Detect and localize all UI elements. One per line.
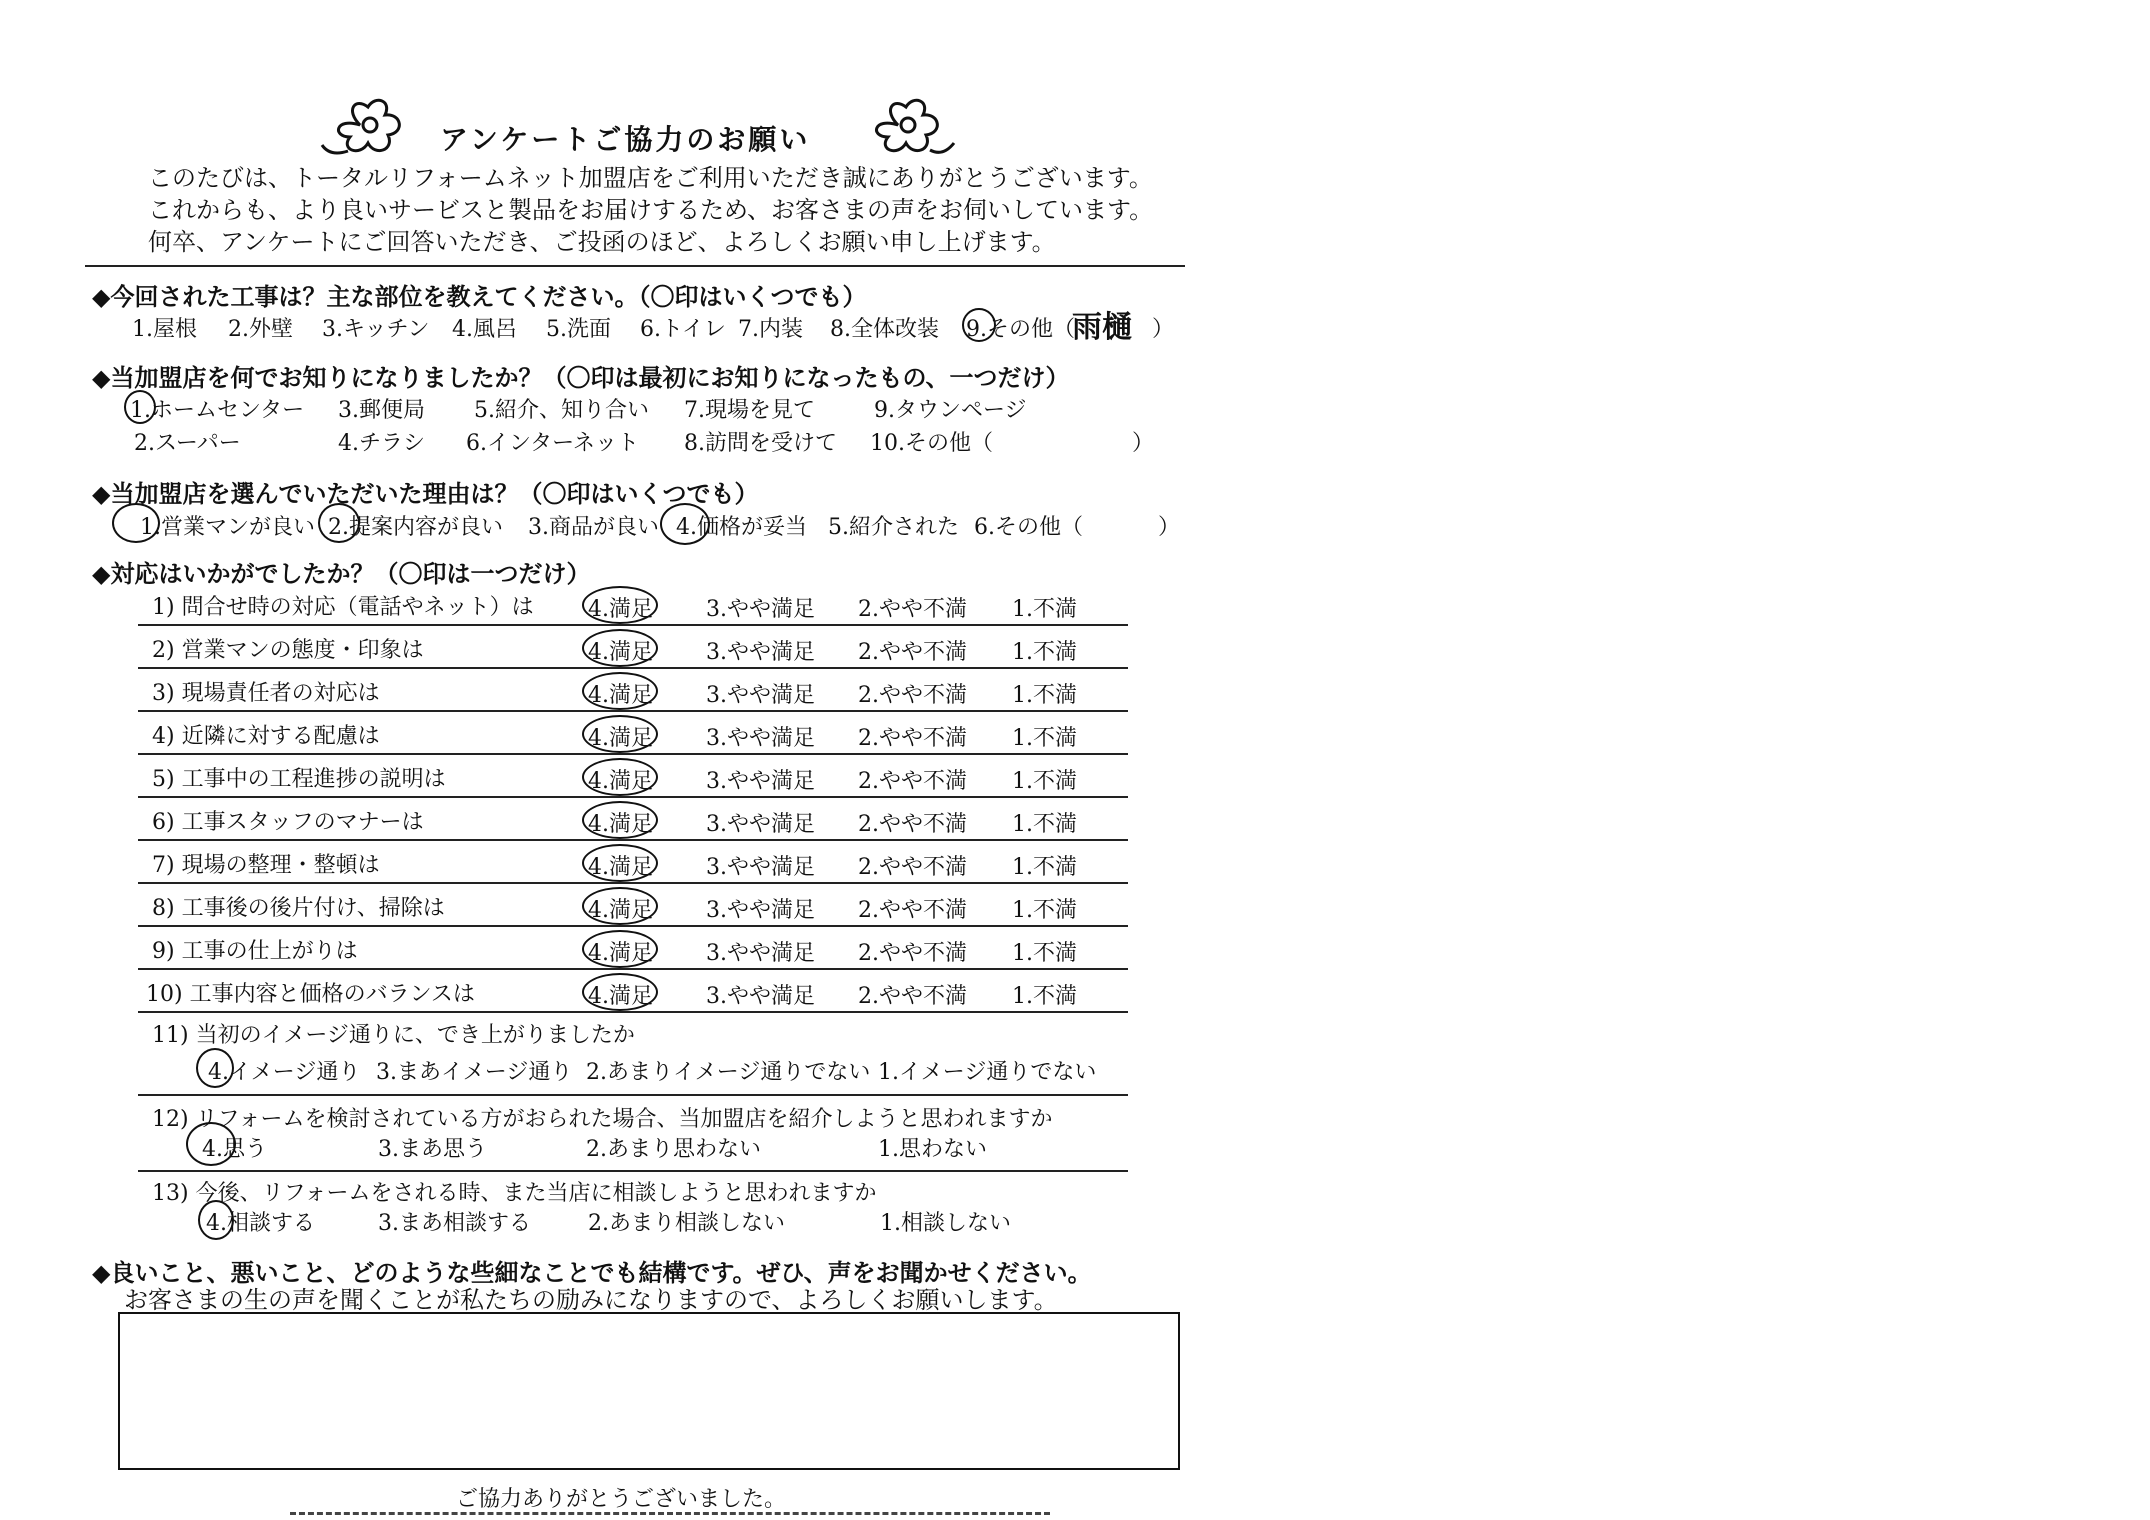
q2-option-referral[interactable]: 5.紹介、知り合い bbox=[474, 398, 649, 423]
q4-row-option-3[interactable]: 3.やや満足 bbox=[706, 683, 815, 708]
q4-row-option-1[interactable]: 1.不満 bbox=[1012, 597, 1077, 622]
q4-row-option-1[interactable]: 1.不満 bbox=[1012, 812, 1077, 837]
q4-row-divider bbox=[138, 667, 1128, 669]
q4-row-label: 7) 現場の整理・整頓は bbox=[152, 853, 380, 878]
q4-row-option-4[interactable]: 4.満足 bbox=[588, 726, 653, 751]
q2-selection-mark bbox=[124, 390, 156, 424]
q4-row-option-3[interactable]: 3.やや満足 bbox=[706, 898, 815, 923]
q1-heading: ◆今回された工事は？主な部位を教えてください。（〇印はいくつでも） bbox=[92, 283, 867, 311]
q3-option-other[interactable]: 6.その他（ bbox=[974, 515, 1083, 540]
comments-subheading: お客さまの生の声を聞くことが私たちの励みになりますので、よろしくお願いします。 bbox=[124, 1286, 1058, 1314]
q1-option-bath[interactable]: 4.風呂 bbox=[452, 317, 517, 342]
q4-row-option-2[interactable]: 2.やや不満 bbox=[858, 855, 967, 880]
q4-row-divider bbox=[138, 839, 1128, 841]
q4-row-option-4[interactable]: 4.満足 bbox=[588, 812, 653, 837]
q4-row-option-4[interactable]: 4.満足 bbox=[588, 597, 653, 622]
q4-row-selection-mark bbox=[582, 801, 658, 839]
intro-line-1: このたびは、トータルリフォームネット加盟店をご利用いただき誠にありがとうございます。 bbox=[148, 164, 1153, 192]
q4-row-label: 10) 工事内容と価格のバランスは bbox=[146, 982, 475, 1007]
q4-row-option-3[interactable]: 3.やや満足 bbox=[706, 597, 815, 622]
q1-selection-mark bbox=[962, 308, 996, 342]
q4-row-label: 2) 営業マンの態度・印象は bbox=[152, 638, 424, 663]
q4-row-option-4[interactable]: 4.満足 bbox=[588, 941, 653, 966]
q2-option-internet[interactable]: 6.インターネット bbox=[466, 431, 640, 456]
q11-option-2[interactable]: 2.あまりイメージ通りでない bbox=[586, 1060, 871, 1085]
q4-heading: ◆対応はいかがでしたか？（〇印は一つだけ） bbox=[92, 560, 591, 588]
q4-row-option-1[interactable]: 1.不満 bbox=[1012, 769, 1077, 794]
q4-row-divider bbox=[138, 753, 1128, 755]
q4-row-option-4[interactable]: 4.満足 bbox=[588, 855, 653, 880]
q1-option-washroom[interactable]: 5.洗面 bbox=[546, 317, 611, 342]
q3-option-product[interactable]: 3.商品が良い bbox=[528, 515, 659, 540]
q4-row-label: 6) 工事スタッフのマナーは bbox=[152, 810, 424, 835]
q12-option-1[interactable]: 1.思わない bbox=[878, 1137, 987, 1162]
q4-row-option-4[interactable]: 4.満足 bbox=[588, 898, 653, 923]
q2-option-saw-site[interactable]: 7.現場を見て bbox=[684, 398, 815, 423]
q13-option-4[interactable]: 4.相談する bbox=[206, 1211, 315, 1236]
q1-option-full-renovation[interactable]: 8.全体改装 bbox=[830, 317, 939, 342]
q12-divider bbox=[138, 1170, 1128, 1172]
q2-option-other[interactable]: 10.その他（ bbox=[870, 431, 993, 456]
q2-option-supermarket[interactable]: 2.スーパー bbox=[134, 431, 241, 456]
q4-row-option-3[interactable]: 3.やや満足 bbox=[706, 726, 815, 751]
q3-option-price[interactable]: 4.価格が妥当 bbox=[676, 515, 807, 540]
q4-row-divider bbox=[138, 710, 1128, 712]
q4-row-option-4[interactable]: 4.満足 bbox=[588, 640, 653, 665]
q4-row-option-1[interactable]: 1.不満 bbox=[1012, 726, 1077, 751]
q4-row-option-1[interactable]: 1.不満 bbox=[1012, 941, 1077, 966]
q4-row-selection-mark bbox=[582, 715, 658, 753]
q3-option-proposal[interactable]: 2.提案内容が良い bbox=[328, 515, 503, 540]
q4-row-option-4[interactable]: 4.満足 bbox=[588, 769, 653, 794]
q4-row-label: 4) 近隣に対する配慮は bbox=[152, 724, 380, 749]
q4-row-option-2[interactable]: 2.やや不満 bbox=[858, 640, 967, 665]
q12-option-3[interactable]: 3.まあ思う bbox=[378, 1137, 487, 1162]
header-divider bbox=[85, 265, 1185, 267]
q11-option-4[interactable]: 4.イメージ通り bbox=[208, 1060, 361, 1085]
q12-question: 12) リフォームを検討されている方がおられた場合、当加盟店を紹介しようと思われますか bbox=[152, 1107, 1053, 1132]
q4-row-option-3[interactable]: 3.やや満足 bbox=[706, 769, 815, 794]
q3-selection-mark-2 bbox=[318, 503, 360, 543]
q2-option-flyer[interactable]: 4.チラシ bbox=[338, 431, 425, 456]
q4-row-option-2[interactable]: 2.やや不満 bbox=[858, 941, 967, 966]
q13-option-1[interactable]: 1.相談しない bbox=[880, 1211, 1011, 1236]
q4-row-selection-mark bbox=[582, 973, 658, 1011]
q1-option-toilet[interactable]: 6.トイレ bbox=[640, 317, 726, 342]
q12-selection-mark bbox=[186, 1122, 236, 1166]
q11-selection-mark bbox=[196, 1048, 234, 1088]
flower-left-icon bbox=[320, 95, 420, 165]
q11-option-1[interactable]: 1.イメージ通りでない bbox=[878, 1060, 1097, 1085]
q13-option-2[interactable]: 2.あまり相談しない bbox=[588, 1211, 785, 1236]
q12-option-4[interactable]: 4.思う bbox=[202, 1137, 267, 1162]
q4-row-divider bbox=[138, 968, 1128, 970]
q11-divider bbox=[138, 1094, 1128, 1096]
q4-row-option-4[interactable]: 4.満足 bbox=[588, 984, 653, 1009]
q1-option-exterior-wall[interactable]: 2.外壁 bbox=[228, 317, 293, 342]
q1-option-kitchen[interactable]: 3.キッチン bbox=[322, 317, 430, 342]
comments-heading: ◆良いこと、悪いこと、どのような些細なことでも結構です。ぜひ、声をお聞かせください。 bbox=[92, 1259, 1092, 1287]
q13-selection-mark bbox=[198, 1200, 234, 1240]
q4-row-divider bbox=[138, 925, 1128, 927]
q4-row-option-2[interactable]: 2.やや不満 bbox=[858, 769, 967, 794]
intro-line-2: これからも、より良いサービスと製品をお届けするため、お客さまの声をお伺いしています。 bbox=[148, 196, 1154, 224]
q2-option-town-page[interactable]: 9.タウンページ bbox=[874, 398, 1027, 423]
q13-option-3[interactable]: 3.まあ相談する bbox=[378, 1211, 531, 1236]
q4-row-label: 1) 問合せ時の対応（電話やネット）は bbox=[152, 595, 534, 620]
q4-row-selection-mark bbox=[582, 844, 658, 882]
q4-row-label: 9) 工事の仕上がりは bbox=[152, 939, 358, 964]
q3-option-salesman[interactable]: 1.営業マンが良い bbox=[140, 515, 315, 540]
q2-option-visit[interactable]: 8.訪問を受けて bbox=[684, 431, 837, 456]
flower-right-icon bbox=[858, 95, 958, 165]
q4-row-label: 3) 現場責任者の対応は bbox=[152, 681, 380, 706]
page-title: アンケートご協力のお願い bbox=[440, 123, 811, 156]
q2-other-close: ） bbox=[1132, 431, 1155, 456]
q2-option-post-office[interactable]: 3.郵便局 bbox=[338, 398, 425, 423]
q3-option-referred[interactable]: 5.紹介された bbox=[828, 515, 959, 540]
q4-row-divider bbox=[138, 1011, 1128, 1013]
q1-option-roof[interactable]: 1.屋根 bbox=[132, 317, 197, 342]
q4-row-option-2[interactable]: 2.やや不満 bbox=[858, 726, 967, 751]
q4-row-option-1[interactable]: 1.不満 bbox=[1012, 683, 1077, 708]
q4-row-selection-mark bbox=[582, 586, 658, 624]
intro-line-3: 何卒、アンケートにご回答いただき、ご投函のほど、よろしくお願い申し上げます。 bbox=[148, 228, 1056, 256]
q1-other-handwritten: 雨樋 bbox=[1072, 310, 1132, 345]
q11-option-3[interactable]: 3.まあイメージ通り bbox=[376, 1060, 573, 1085]
q4-row-option-2[interactable]: 2.やや不満 bbox=[858, 597, 967, 622]
q3-heading: ◆当加盟店を選んでいただいた理由は？（〇印はいくつでも） bbox=[92, 480, 759, 508]
q4-row-label: 8) 工事後の後片付け、掃除は bbox=[152, 896, 445, 921]
q4-row-selection-mark bbox=[582, 629, 658, 667]
q4-row-option-1[interactable]: 1.不満 bbox=[1012, 855, 1077, 880]
q4-row-selection-mark bbox=[582, 930, 658, 968]
q11-question: 11) 当初のイメージ通りに、でき上がりましたか bbox=[152, 1023, 635, 1048]
q3-other-close: ） bbox=[1158, 515, 1181, 540]
q4-row-option-1[interactable]: 1.不満 bbox=[1012, 898, 1077, 923]
q4-row-option-2[interactable]: 2.やや不満 bbox=[858, 984, 967, 1009]
q4-row-option-4[interactable]: 4.満足 bbox=[588, 683, 653, 708]
q4-row-option-1[interactable]: 1.不満 bbox=[1012, 984, 1077, 1009]
q13-question: 13) 今後、リフォームをされる時、また当店に相談しようと思われますか bbox=[152, 1181, 877, 1206]
q3-selection-mark-1 bbox=[112, 503, 160, 543]
q4-row-divider bbox=[138, 796, 1128, 798]
q4-row-option-2[interactable]: 2.やや不満 bbox=[858, 898, 967, 923]
q12-option-2[interactable]: 2.あまり思わない bbox=[586, 1137, 761, 1162]
bottom-dashed-line bbox=[290, 1512, 1050, 1515]
q4-row-option-2[interactable]: 2.やや不満 bbox=[858, 683, 967, 708]
q4-row-divider bbox=[138, 882, 1128, 884]
q4-row-selection-mark bbox=[582, 887, 658, 925]
q4-row-option-3[interactable]: 3.やや満足 bbox=[706, 984, 815, 1009]
q1-other-close: ） bbox=[1152, 317, 1175, 342]
comments-textarea[interactable] bbox=[118, 1312, 1180, 1470]
q3-selection-mark-4 bbox=[660, 503, 710, 545]
q1-option-other[interactable]: 9.その他（ bbox=[966, 317, 1075, 342]
q4-row-option-1[interactable]: 1.不満 bbox=[1012, 640, 1077, 665]
q4-row-option-3[interactable]: 3.やや満足 bbox=[706, 941, 815, 966]
q4-row-divider bbox=[138, 624, 1128, 626]
thanks-message: ご協力ありがとうございました。 bbox=[456, 1487, 787, 1512]
q2-heading: ◆当加盟店を何でお知りになりましたか？（〇印は最初にお知りになったもの、一つだけ） bbox=[92, 364, 1070, 392]
q1-option-interior[interactable]: 7.内装 bbox=[738, 317, 803, 342]
q4-row-selection-mark bbox=[582, 672, 658, 710]
q4-row-option-2[interactable]: 2.やや不満 bbox=[858, 812, 967, 837]
q4-row-label: 5) 工事中の工程進捗の説明は bbox=[152, 767, 446, 792]
q4-row-option-3[interactable]: 3.やや満足 bbox=[706, 855, 815, 880]
q4-row-selection-mark bbox=[582, 758, 658, 796]
q4-row-option-3[interactable]: 3.やや満足 bbox=[706, 812, 815, 837]
q4-row-option-3[interactable]: 3.やや満足 bbox=[706, 640, 815, 665]
q2-option-home-center[interactable]: 1.ホームセンター bbox=[130, 398, 305, 423]
